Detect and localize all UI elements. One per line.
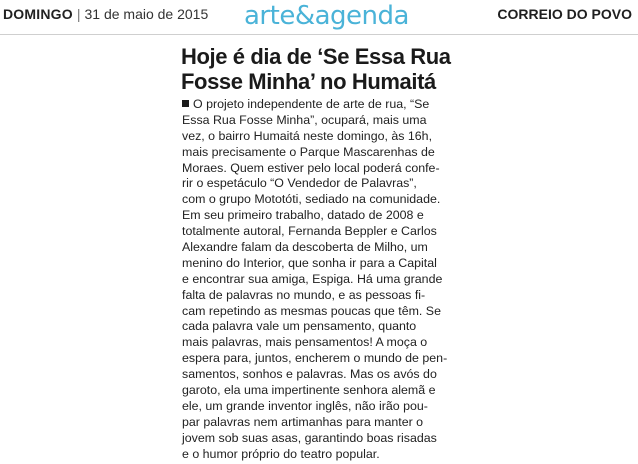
body-line: menino do Interior, que sonha ir para a Capital [182, 255, 437, 270]
body-line: espera para, juntos, encherem o mundo de pen- [182, 351, 448, 366]
body-line-text: O projeto independente de arte de rua, “Se [193, 97, 430, 111]
body-line: Essa Rua Fosse Minha”, ocupará, mais uma [182, 112, 427, 127]
body-line: totalmente autoral, Fernanda Beppler e Carlos [182, 224, 437, 239]
header-divider [0, 34, 638, 35]
article-headline [181, 44, 461, 94]
body-line: e o humor próprio do teatro popular. [182, 446, 380, 461]
body-line: cam repetindo as mesmas poucas que têm. Se [182, 303, 441, 318]
body-line: garoto, ela uma impertinente senhora alemã e [182, 383, 436, 398]
section-title: arte&agenda [244, 1, 409, 31]
dateline-separator: | [76, 6, 81, 22]
body-line: Moraes. Quem estiver pelo local poderá confe- [182, 160, 440, 175]
headline-line: Hoje é dia de ‘Se Essa Rua [181, 44, 451, 69]
body-line: rir o espetáculo “O Vendedor de Palavras”, [182, 176, 417, 191]
body-line: com o grupo Mototóti, sediado na comunidade. [182, 192, 441, 207]
body-line: samentos, sonhos e palavras. Mas os avós do [182, 367, 437, 382]
body-line: vez, o bairro Humaitá neste domingo, às 16h, [182, 128, 433, 143]
body-line: ele, um grande inventor inglês, não irão pou- [182, 398, 428, 413]
body-line: cada palavra vale um pensamento, quanto [182, 319, 417, 334]
body-line: jovem sob suas asas, garantindo boas risadas [182, 430, 437, 445]
issue-dateline [3, 6, 208, 22]
issue-date: 31 de maio de 2015 [84, 6, 209, 22]
headline-line: Fosse Minha’ no Humaitá [181, 69, 436, 94]
body-line: mais palavras, mais pensamentos! A moça o [182, 335, 428, 350]
square-bullet-icon [182, 100, 189, 107]
body-line [182, 97, 452, 113]
body-line: Em seu primeiro trabalho, datado de 2008 e [182, 208, 424, 223]
newspaper-name: CORREIO DO POVO [497, 6, 632, 22]
article-body [182, 97, 452, 462]
body-line: falta de palavras no mundo, e as pessoas fi- [182, 287, 426, 302]
body-line: par palavras nem artimanhas para manter o [182, 414, 424, 429]
issue-day: DOMINGO [3, 6, 73, 22]
body-line: Alexandre falam da descoberta de Milho, um [182, 240, 428, 255]
body-line: mais precisamente o Parque Mascarenhas de [182, 144, 435, 159]
body-line: e encontrar sua amiga, Espiga. Há uma grande [182, 271, 443, 286]
page-header [0, 0, 638, 36]
